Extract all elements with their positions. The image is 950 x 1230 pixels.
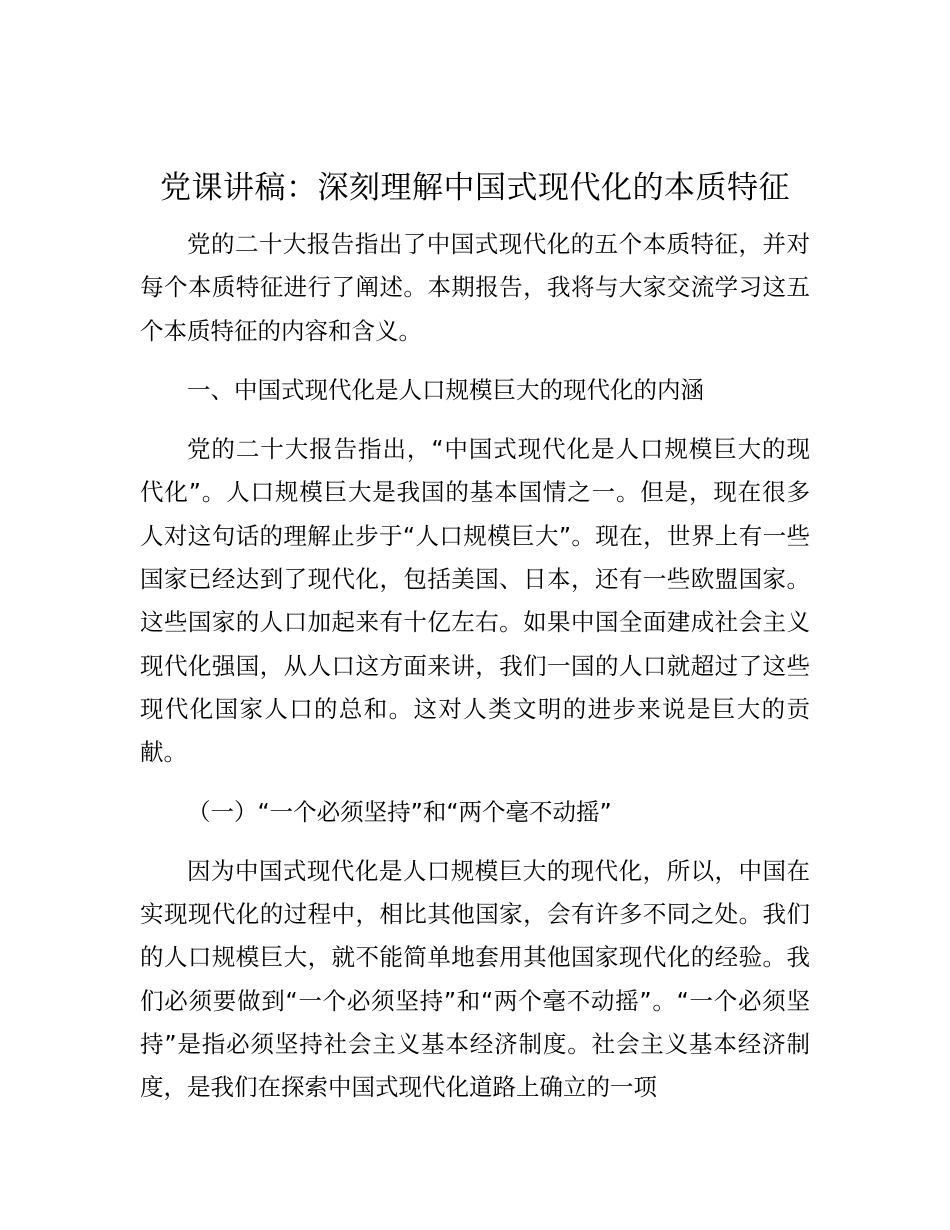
subsection-1-paragraph: 因为中国式现代化是人口规模巨大的现代化，所以，中国在实现现代化的过程中，相比其他国家，会有许多不同之处。我们的人口规模巨大，就不能简单地套用其他国家现代化的经验。我们必须要做到“一个必须坚持”和“两个毫不动摇”。“一个必须坚持”是指必须坚持社会主义基本经济制度。社会主义基本经济制度，是我们在探索中国式现代化道路上确立的一项 (140, 856, 810, 1102)
subsection-heading-1: （一）“一个必须坚持”和“两个毫不动摇” (187, 797, 612, 826)
section-heading-1: 一、中国式现代化是人口规模巨大的现代化的内涵 (187, 375, 704, 404)
section-1-paragraph: 党的二十大报告指出，“中国式现代化是人口规模巨大的现代化”。人口规模巨大是我国的基本国情之一。但是，现在很多人对这句话的理解止步于“人口规模巨大”。现在，世界上有一些国家已经达到了现代化，包括美国、日本，还有一些欧盟国家。这些国家的人口加起来有十亿左右。如果中国全面建成社会主义现代化强国，从人口这方面来讲，我们一国的人口就超过了这些现代化国家人口的总和。这对人类文明的进步来说是巨大的贡献。 (140, 435, 810, 767)
intro-paragraph: 党的二十大报告指出了中国式现代化的五个本质特征，并对每个本质特征进行了阐述。本期报告，我将与大家交流学习这五个本质特征的内容和含义。 (140, 230, 810, 345)
document-title: 党课讲稿：深刻理解中国式现代化的本质特征 (160, 170, 790, 206)
document-body (140, 223, 810, 1110)
